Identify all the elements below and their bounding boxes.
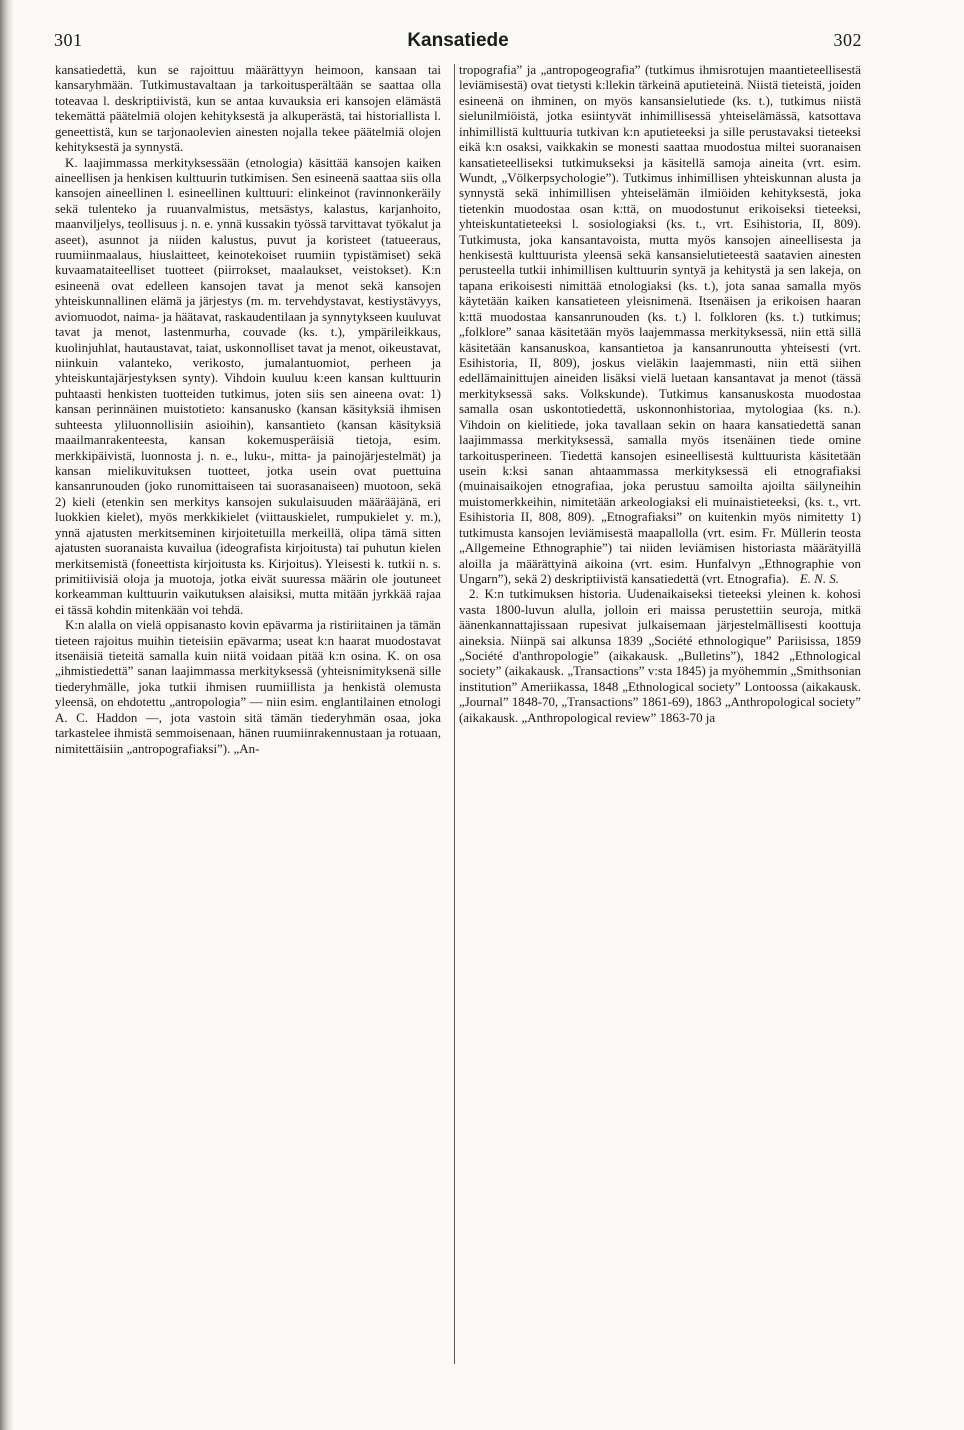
page-header [54,30,862,56]
page-number-right: 302 [833,30,862,50]
right-paragraph-1 [459,62,861,586]
right-paragraph-1-text: tropografia” ja „antropogeografia” (tutkimus ihmisrotujen maantieteellisestä leviämisestä) ovat tietysti k:llekin tärkeinä aputieteinä. Niistä tieteistä, joiden esineenä on ihminen, on myös kansansielutiede (ks. t.), tutkimus niistä sielunilmiöistä, jotka esiintyvät inhimillisessä yhteiselämässä, katsottava inhimillistä kulttuuria tutkivan k:n aputieteeksi ja sille perustavaksi tieteeksi eikä k:n osaksi, vaikkakin se monesti saattaa muodostua miltei suoranaisen kansatieteelliseksi tutkimukseksi ja käsitellä samoja aineita (vrt. esim. Wundt, „Völkerpsychologie”). Tutkimus inhimillisen yhteiskunnan alusta ja synnystä sekä inhimillisen yhteiselämän ilmiöiden kehityksestä, joka tietenkin muodostaa osan k:ttä, on muodostunut erikoiseksi tieteeksi, yhteiskuntatieteeksi l. sosiologiaksi (ks. t., vrt. Esihistoria, II, 809). Tutkimusta, joka kansantavoista, mutta myös kansojen aineellisesta ja henkisestä kulttuurista yleensä sekä kansansielutieteestä saatavien ainesten perusteella tutkii inhimillisen kulttuurin syntyä ja kehitystä ja sen lakeja, on tapana erikoisesti nimittää etnologiaksi (ks. t.), jota sanaa samalla myös käytetään kaiken kansatieteen yleisnimenä. Itsenäisen ja erikoisen haaran k:ttä muodostaa kansanrunouden (ks. t.) l. folkloren (ks. t.) tutkimus; „folklore” sanaa käsitetään myös laajemmassa merkityksessä, niin että sillä käsitetään kansanuskoa, kansantietoa ja kansanrunoutta yhteisesti (vrt. Esihistoria, II, 809), joskus vieläkin laajemmasti, niin että siihen edellämainittujen aineiden lisäksi vielä luetaan kansantavat ja menot (tässä merkityksessä saks. Volkskunde). Tutkimus kansanuskosta muodostaa samalla osan uskontotiedettä, uskonnonhistoriaa, mytologiaa (ks. n.). Vihdoin on kielitiede, joka tavallaan sekin on haara kansatiedettä sanan laajimmassa merkityksessä, samalla myös itsenäinen tiede omine tarkoitusperineen. Tiedettä kansojen esineellisestä kulttuurista käsitetään usein k:ksi sanan ahtaammassa merkityksessä eli etnografiaksi (muinaisaikojen etnografiaa, joka perustuu samoilta ajoilta säilyneihin muistomerkkeihin, nimitetään arkeologiaksi eli muinaistieteeksi, (ks. t., vrt. Esihistoria II, 808, 809). „Etnografiaksi” on kuitenkin myös nimitetty 1) tutkimusta kansojen leviämisestä maapallolla (vrt. esim. Fr. Müllerin teosta „Allgemeine Ethnographie”) tai niiden leviämisen historiasta määrätyillä aloilla ja määrättyinä aikoina (vrt. esim. Hunfalvyn „Ethnographie von Ungarn”), sekä 2) deskriptiivistä kansatiedettä (vrt. Etnografia). [459,62,861,586]
column-divider [454,64,455,1364]
running-title: Kansatiede [407,30,509,51]
author-signature: E. N. S. [799,570,839,586]
left-paragraph-1: kansatiedettä, kun se rajoittuu määrättyyn heimoon, kansaan tai kansaryhmään. Tutkimustavaltaan ja tarkoitusperältään se saattaa olla toteavaa l. deskriptiivistä, kun se antaa kuvauksia eri kansojen elämästä tekemättä päätelmiä olojen kehityksestä ja alkuperästä, tai historiallista l. geneettistä, kun se tarjonaolevien ainesten nojalla tekee päätelmiä olojen kehityksestä ja synnystä. [55,62,441,155]
right-paragraph-2: 2. K:n tutkimuksen historia. Uudenaikaiseksi tieteeksi yleinen k. kohosi vasta 1800-luvun alulla, jolloin eri maissa perustettiin seuroja, mitkä äänenkannattajissaan rupesivat julkaisemaan järjestelmällisesti koottuja aineksia. Niinpä sai alkunsa 1839 „Société ethnologique” Pariisissa, 1859 „Société d'anthropologie” (aikakausk. „Bulletins”), 1842 „Ethnological society” (aikakausk. „Transactions” v:sta 1845) ja myöhemmin „Smithsonian institution” Ameriikassa, 1848 „Ethnological society” Lontoossa (aikakausk. „Journal” 1848-70, „Transactions” 1861-69), 1863 „Anthropological society” (aikakausk. „Anthropological review” 1863-70 ja [459,586,861,725]
right-column [459,62,861,725]
left-paragraph-3: K:n alalla on vielä oppisanasto kovin epävarma ja ristiriitainen ja tämän tieteen rajoitus muihin tieteisiin epävarma; useat k:n haarat muodostavat itsenäisiä tieteitä samalla kuin niitä voidaan pitää k:n osina. K. on osa „ihmistiedettä” sanan laajimmassa merkityksessä (yhteisnimityksenä sille tiederyhmälle, joka tutkii ihmisen ruumiillista ja henkistä olemusta yleensä, on ehdotettu „antropologia” — niin esim. englantilainen etnologi A. C. Haddon —, jota vastoin sitä tämän tiederyhmän osaa, joka tarkastelee ihmistä semmoisenaan, hänen ruumiinrakennustaan ja rotuaan, nimitettäisiin „antropografiaksi”). „An- [55,617,441,756]
page-number-left: 301 [54,30,83,50]
page-binding-edge [0,0,14,1430]
left-paragraph-2: K. laajimmassa merkityksessään (etnologia) käsittää kansojen kaiken aineellisen ja henkisen kulttuurin tutkimisen. Sen esineenä saattaa siis olla kansojen aineellinen l. esineellinen kulttuuri: elinkeinot (ravinnonkeräily sekä tulenteko ja ruuanvalmistus, metsästys, kalastus, karjanhoito, maanviljelys, teollisuus j. n. e. ynnä kussakin työssä tarvittavat työkalut ja aseet), asunnot ja niiden kalustus, puvut ja koristeet (tatueeraus, ruumiinmaalaus, hiuslaitteet, keinotekoiset ruumiin typistämiset) sekä kuvaamataiteelliset tuotteet (piirrokset, maalaukset, veistokset). K:n esineenä ovat edelleen kansojen tavat ja menot sekä kansojen yhteiskunnallinen elämä ja järjestys (m. m. tervehdystavat, kestiystävyys, aviomuodot, naima- ja häätavat, raskaudentilaan ja synnytykseen kuuluvat tavat ja menot, lastenmurha, couvade (ks. t.), ympärileikkaus, kuolinjuhlat, hautaustavat, taiat, uskonnolliset tavat ja menot, oikeustavat, niinkuin valanteko, verikosto, jumalantuomiot, perheen ja yhteiskuntajärjestyksen synty). Vihdoin kuuluu k:een kansan kulttuurin puhtaasti henkisten tuotteiden tutkimus, joten siis sen aineena ovat: 1) kansan perinnäinen muistotieto: kansanusko (kansan käsityksiä ihmisen suhteesta yliluonnollisiin asioihin), kansantieto (kansan käsityksiä maailmanrakenteesta, kansan kokemusperäisiä tietoja, esim. merkkipäivistä, luonnosta j. n. e., luku-, mitta- ja painojärjestelmät) ja kansan mielikuvituksen tuotteet, jotka usein ovat puettuina kansanrunouden (joko runomittaiseen tai suorasanaiseen) muotoon, sekä 2) kieli (etenkin sen merkitys kansojen sukulaisuuden määrääjänä, eri luokkien kielet), myös merkkikielet (viittauskielet, rumpukielet y. m.), ynnä ajatusten merkitseminen kirjoitetuilla merkeillä, olipa tämä sitten ajatusten suoranaista kuvailua (ideografista kirjoitusta) tai puhutun kielen merkitsemistä (foneettista kirjoitusta ks. Kirjoitus). Yleisesti k. tutkii n. s. primitiivisiä oloja ja muotoja, jotka eivät suuressa määrin ole joutuneet korkeamman kulttuurin vaikutuksen alaisiksi, mutta mitään jyrkkää rajaa ei tässä kohdin mitenkään voi tehdä. [55,154,441,617]
left-column [55,62,441,756]
